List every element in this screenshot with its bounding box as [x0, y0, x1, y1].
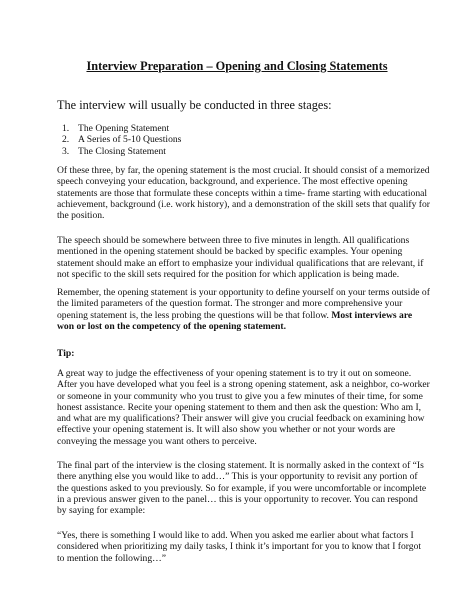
list-item: 1. The Opening Statement [62, 123, 170, 134]
stages-list [62, 123, 181, 157]
paragraph-opening-importance: Of these three, by far, the opening statement is the most crucial. It should consist of a memorized speech conveying your education, background, and experience. The most effective opening statements are those that formulate these concepts within a time- frame starting with educational achievement, background (i.e. work history), and a demonstration of the skill sets that qualify for the position. [57, 165, 430, 222]
tip-heading: Tip: [57, 348, 75, 359]
paragraph-speech-length: The speech should be somewhere between three to five minutes in length. All qualifications mentioned in the opening statement should be backed by specific examples. Your opening statement should make an effort to emphasize your individual qualifications that are relevant, if not specific to the skill sets required for the position for which application is being made. [57, 235, 424, 280]
paragraph-example-response: “Yes, there is something I would like to add. When you asked me earlier about what factors I considered when prioritizing my daily tasks, I think it’s important for you to know that I forgot to mention the following…” [57, 530, 422, 564]
paragraph-remember: Remember, the opening statement is your opportunity to define yourself on your terms outside of the limited parameters of the question format. The stronger and more comprehensive your opening statement is, the less probing the questions will be that follow. Most interviews are won or lost on the competency of the opening statement. [57, 287, 430, 332]
bold-emphasis: Most interviews are [331, 309, 413, 321]
list-item: 3. The Closing Statement [62, 145, 166, 157]
intro-heading: The interview will usually be conducted in three stages: [57, 98, 332, 112]
document-title: Interview Preparation – Opening and Closing Statements [86, 59, 388, 73]
bold-emphasis: won or lost on the competency of the opening statement. [57, 320, 286, 332]
paragraph-tip: A great way to judge the effectiveness of your opening statement is to try it out on someone. After you have developed what you feel is a strong opening statement, ask a neighbor, co-worker or someone in your community who you trust to give you a few minutes of their time, for some honest assistance. Recite your opening statement to them and then ask the question: Who am I, and what are my qualifications? Their answer will give you crucial feedback on examining how effective your opening statement is. It will also show you whether or not your words are conveying the message you want others to perceive. [57, 368, 430, 447]
list-item: 2. A Series of 5-10 Questions [62, 134, 182, 146]
paragraph-closing-statement: The final part of the interview is the closing statement. It is normally asked in the context of “Is there anything else you would like to add…” This is your opportunity to revisit any portion of the questions asked to you previously. So for example, if you were uncomfortable or incomplete in a previous answer given to the panel… this is your opportunity to recover. You can respond by saying for example: [57, 460, 427, 517]
